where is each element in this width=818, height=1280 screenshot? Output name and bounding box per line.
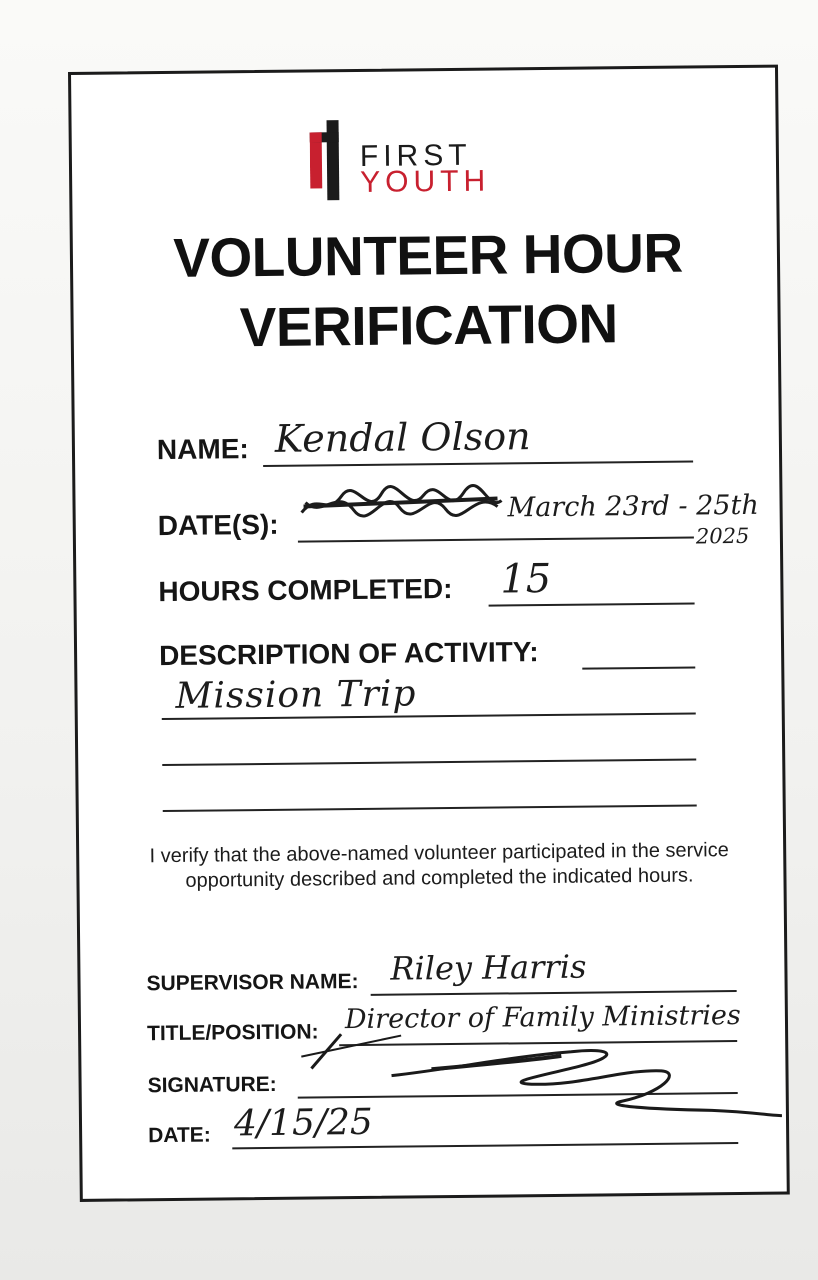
- hours-line: [489, 602, 695, 606]
- supervisor-name-line: [371, 990, 737, 996]
- signature-label: SIGNATURE:: [147, 1072, 277, 1098]
- description-value[interactable]: Mission Trip: [175, 673, 417, 717]
- name-value[interactable]: Kendal Olson: [274, 414, 531, 461]
- description-line-2: [162, 758, 696, 766]
- dates-year: 2025: [695, 523, 750, 549]
- form-title-line1: VOLUNTEER HOUR: [172, 221, 683, 289]
- description-line-3: [163, 804, 697, 812]
- dates-label: DATE(S):: [157, 508, 279, 542]
- name-line: [263, 460, 693, 467]
- dates-value[interactable]: March 23rd - 25th: [507, 489, 759, 524]
- verification-statement: I verify that the above-named volunteer participated in the service opportunity described and completed the indicated hours.: [149, 839, 729, 892]
- hours-label: HOURS COMPLETED:: [158, 573, 453, 608]
- form-title-line2: VERIFICATION: [239, 292, 618, 359]
- first-youth-logo: [309, 116, 530, 202]
- supervisor-name-label: SUPERVISOR NAME:: [146, 970, 359, 996]
- title-position-label: TITLE/POSITION:: [146, 1020, 319, 1046]
- title-position-value[interactable]: Director of Family Ministries: [344, 1000, 741, 1036]
- description-label: DESCRIPTION OF ACTIVITY:: [158, 636, 539, 672]
- cross-mark-icon: [309, 118, 358, 202]
- supervisor-name-value[interactable]: Riley Harris: [390, 947, 587, 988]
- name-label: NAME:: [156, 433, 249, 466]
- sign-date-label: DATE:: [148, 1123, 211, 1148]
- logo-text-first: FIRST: [359, 138, 472, 173]
- dates-line: [298, 536, 694, 542]
- logo-text-youth: YOUTH: [359, 164, 491, 199]
- crossed-out-scribble: [297, 480, 507, 522]
- verification-form: [68, 65, 790, 1202]
- description-line-0: [582, 666, 695, 669]
- hours-value[interactable]: 15: [500, 555, 552, 603]
- sign-date-value[interactable]: 4/15/25: [233, 1101, 374, 1145]
